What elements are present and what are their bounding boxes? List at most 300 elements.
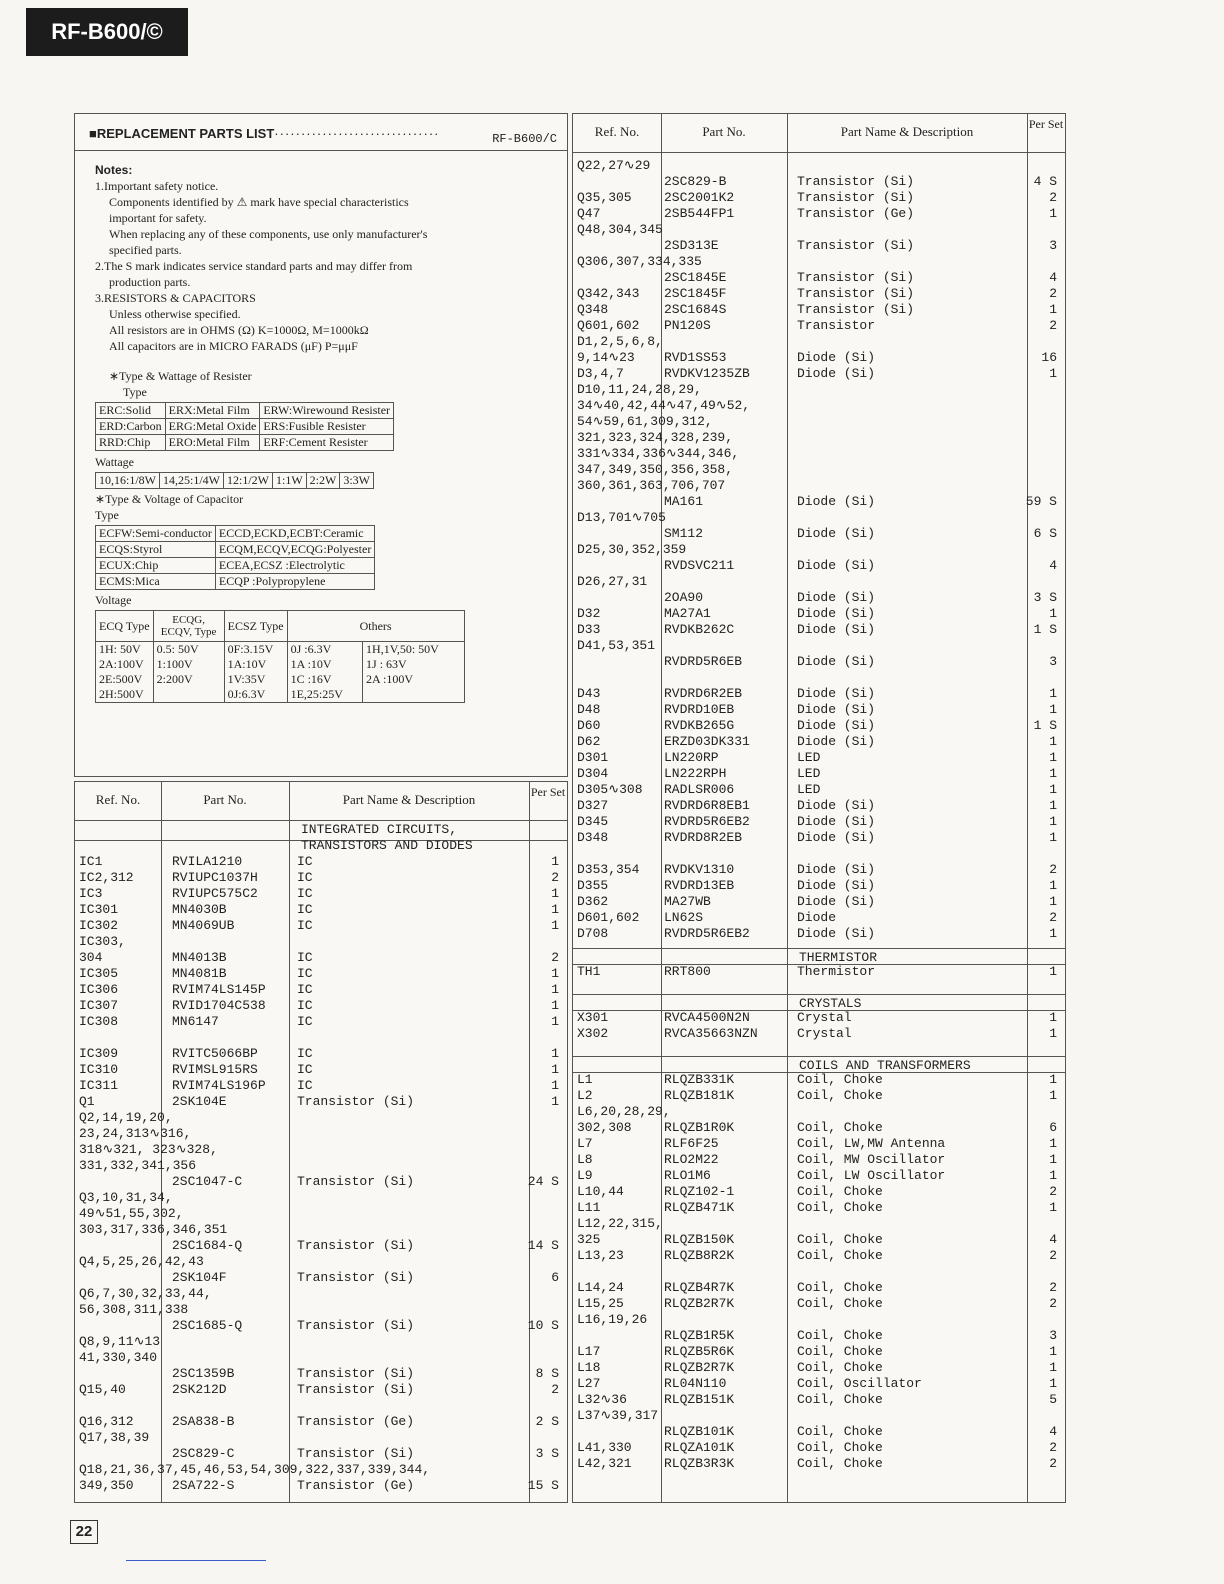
voltage-value: 2A :100V [366, 672, 414, 686]
table-row [573, 222, 1065, 238]
ref-no: L11 [577, 1200, 601, 1215]
per-set: 2 [1049, 1280, 1057, 1295]
voltage-value: 0J:6.3V [227, 687, 266, 701]
part-no: RVDRD10EB [664, 702, 735, 717]
part-description: Diode (Si) [797, 718, 876, 733]
table-row [573, 830, 1065, 846]
right-parts-table [572, 113, 1066, 1503]
part-description: Crystal [797, 1010, 852, 1025]
col-per-header: Per Set [1028, 117, 1064, 131]
part-description: Coil, Choke [797, 1424, 883, 1439]
part-description: Diode (Si) [797, 526, 876, 541]
table-row [573, 1026, 1065, 1042]
part-description: Transistor (Si) [297, 1446, 415, 1461]
capacitor-type-cell: ECEA,ECSZ :Electrolytic [215, 558, 374, 574]
part-description: IC [297, 1062, 313, 1077]
table-row [573, 190, 1065, 206]
table-row [573, 638, 1065, 654]
part-description: Coil, Choke [797, 1248, 883, 1263]
wattage-cell: 14,25:1/4W [160, 473, 224, 489]
per-set: 1 [1049, 964, 1057, 979]
part-no: 2SC829-C [172, 1446, 235, 1461]
ref-no: L12,22,315, [577, 1216, 663, 1231]
voltage-value: 1E,25:25V [290, 687, 343, 701]
table-row [75, 1206, 567, 1222]
part-description: IC [297, 1078, 313, 1093]
part-no: RVDRD6R2EB [664, 686, 743, 701]
table-row [573, 158, 1065, 174]
ref-no: IC3 [79, 886, 103, 901]
ref-no: L41,330 [577, 1440, 632, 1455]
table-row [75, 1270, 567, 1286]
ref-no: L13,23 [577, 1248, 624, 1263]
part-description: Coil, Choke [797, 1360, 883, 1375]
ref-no: D353,354 [577, 862, 640, 877]
table-row [573, 366, 1065, 382]
part-description: Transistor (Ge) [297, 1478, 415, 1493]
table-row [573, 350, 1065, 366]
ref-no: L42,321 [577, 1456, 632, 1471]
per-set: 1 [1049, 766, 1057, 781]
ref-no: D33 [577, 622, 601, 637]
part-no: 2SA722-S [172, 1478, 235, 1493]
table-row [75, 886, 567, 902]
table-row [573, 766, 1065, 782]
capacitor-type-cell: ECQP :Polypropylene [215, 574, 374, 590]
note-line: Unless otherwise specified. [109, 307, 241, 321]
ref-no: D362 [577, 894, 609, 909]
per-set: 1 [1049, 878, 1057, 893]
part-description: Transistor (Si) [297, 1174, 415, 1189]
per-set: 2 [1049, 318, 1057, 333]
per-set: 10 S [527, 1318, 559, 1333]
part-no: RLQZB5R6K [664, 1344, 735, 1359]
voltage-value: 2H:500V [99, 687, 144, 701]
table-row [573, 414, 1065, 430]
part-no: SM112 [664, 526, 704, 541]
ref-no: Q6,7,30,32,33,44, [79, 1286, 212, 1301]
part-no: MN6147 [172, 1014, 219, 1029]
per-set: 16 [1041, 350, 1057, 365]
table-row [573, 670, 1065, 686]
notes-panel [74, 113, 568, 777]
per-set: 2 [1049, 910, 1057, 925]
per-set: 4 [1049, 1232, 1057, 1247]
table-row [573, 1376, 1065, 1392]
table-row [573, 174, 1065, 190]
ref-no: D32 [577, 606, 601, 621]
part-description: Transistor (Si) [797, 286, 915, 301]
table-row [75, 1334, 567, 1350]
wattage-label: Wattage [95, 455, 135, 469]
section-heading: COILS AND TRANSFORMERS [799, 1058, 971, 1073]
ref-no: Q35,305 [577, 190, 632, 205]
table-row [573, 1120, 1065, 1136]
ref-no: D3,4,7 [577, 366, 624, 381]
resistor-type-cell: ERF:Cement Resister [260, 435, 394, 451]
table-row [573, 964, 1065, 980]
table-row [75, 1062, 567, 1078]
resistor-type-cell: ERG:Metal Oxide [165, 419, 260, 435]
ref-no: 9,14∿23 [577, 350, 635, 365]
ref-no: TH1 [577, 964, 601, 979]
part-no: RVIMSL915RS [172, 1062, 258, 1077]
col-part-header: Part No. [702, 124, 746, 139]
part-no: RVDRD5R6EB2 [664, 814, 750, 829]
ref-no: 318∿321, 323∿328, [79, 1142, 218, 1157]
table-row [75, 1238, 567, 1254]
per-set: 2 [1049, 862, 1057, 877]
table-row [573, 1248, 1065, 1264]
part-description: LED [797, 750, 821, 765]
per-set: 1 [1049, 1088, 1057, 1103]
ref-no: 303,317,336,346,351 [79, 1222, 228, 1237]
part-no: MN4069UB [172, 918, 235, 933]
part-no: RLF6F25 [664, 1136, 719, 1151]
note-line: When replacing any of these components, use only manufacturer's [109, 227, 428, 241]
per-set: 2 [1049, 1456, 1057, 1471]
table-row [75, 1014, 567, 1030]
part-no: RVDKV1235ZB [664, 366, 750, 381]
per-set: 1 [1049, 1026, 1057, 1041]
per-set: 3 [1049, 1328, 1057, 1343]
part-no: RLQZB101K [664, 1424, 735, 1439]
ref-no: D41,53,351 [577, 638, 656, 653]
per-set: 1 [551, 1094, 559, 1109]
per-set: 3 S [535, 1446, 559, 1461]
part-no: MA27A1 [664, 606, 711, 621]
per-set: 2 [551, 950, 559, 965]
part-no: MA161 [664, 494, 704, 509]
part-description: Transistor (Si) [797, 238, 915, 253]
per-set: 2 [551, 1382, 559, 1397]
voltage-value: 2E:500V [99, 672, 143, 686]
table-row [573, 702, 1065, 718]
part-description: Diode (Si) [797, 590, 876, 605]
part-description: Transistor (Si) [797, 270, 915, 285]
part-no: 2SB544FP1 [664, 206, 735, 221]
part-description: Diode (Si) [797, 350, 876, 365]
capacitor-type-table [95, 525, 375, 590]
table-row [573, 1184, 1065, 1200]
voltage-value: 1H: 50V [99, 642, 141, 656]
table-row [573, 494, 1065, 510]
ref-no: L10,44 [577, 1184, 624, 1199]
wattage-cell: 3:3W [340, 473, 374, 489]
capacitor-type-title: ∗Type & Voltage of Capacitor [95, 492, 244, 506]
ref-no: L6,20,28,29, [577, 1104, 671, 1119]
ref-no: IC301 [79, 902, 119, 917]
part-description: Diode (Si) [797, 878, 876, 893]
part-description: Coil, Choke [797, 1344, 883, 1359]
table-row [75, 1190, 567, 1206]
part-description: Diode (Si) [797, 558, 876, 573]
ref-no: L37∿39,317 [577, 1408, 659, 1423]
resistor-type-cell: ERO:Metal Film [165, 435, 260, 451]
ref-no: IC1 [79, 854, 103, 869]
left-parts-table [74, 781, 568, 1503]
part-no: RVDRD6R8EB1 [664, 798, 750, 813]
ref-no: IC307 [79, 998, 119, 1013]
ref-no: IC2,312 [79, 870, 134, 885]
per-set: 1 [1049, 894, 1057, 909]
part-description: Diode (Si) [797, 734, 876, 749]
ref-no: IC303, [79, 934, 126, 949]
part-no: 2SC1845F [664, 286, 727, 301]
part-description: Coil, LW,MW Antenna [797, 1136, 946, 1151]
ref-no: Q2,14,19,20, [79, 1110, 173, 1125]
table-row [573, 286, 1065, 302]
capacitor-type-cell: ECFW:Semi-conductor [96, 526, 216, 542]
part-no: 2SD313E [664, 238, 719, 253]
ref-no: IC309 [79, 1046, 119, 1061]
note-line: production parts. [109, 275, 191, 289]
ref-no: Q22,27∿29 [577, 158, 651, 173]
col-ref-header: Ref. No. [594, 124, 640, 139]
ref-no: Q8,9,11∿13 [79, 1334, 161, 1349]
per-set: 1 S [1033, 718, 1057, 733]
part-no: 2SK104E [172, 1094, 227, 1109]
ref-no: IC305 [79, 966, 119, 981]
capacitor-type-cell: ECUX:Chip [96, 558, 216, 574]
table-row [573, 318, 1065, 334]
table-row [573, 606, 1065, 622]
ref-no: 347,349,350,356,358, [577, 462, 734, 477]
part-description: IC [297, 982, 313, 997]
ref-no: 304 [79, 950, 103, 965]
table-row [573, 622, 1065, 638]
ref-no: 349,350 [79, 1478, 134, 1493]
part-no: RVDRD5R6EB [664, 654, 743, 669]
part-no: 2SC1047-C [172, 1174, 243, 1189]
table-row [573, 206, 1065, 222]
ref-no: IC310 [79, 1062, 119, 1077]
part-no: MN4030B [172, 902, 227, 917]
part-description: IC [297, 854, 313, 869]
part-no: LN220RP [664, 750, 719, 765]
ref-no: 23,24,313∿316, [79, 1126, 192, 1141]
per-set: 1 [551, 1062, 559, 1077]
part-no: RVID1704C538 [172, 998, 266, 1013]
part-no: MN4081B [172, 966, 227, 981]
ref-no: Q3,10,31,34, [79, 1190, 173, 1205]
part-no: RVD1SS53 [664, 350, 727, 365]
part-description: Coil, Choke [797, 1280, 883, 1295]
wattage-cell: 2:2W [306, 473, 340, 489]
part-description: Coil, Choke [797, 1184, 883, 1199]
part-no: PN120S [664, 318, 711, 333]
table-row [75, 1174, 567, 1190]
per-set: 1 [551, 854, 559, 869]
part-description: Coil, Choke [797, 1440, 883, 1455]
table-row [573, 926, 1065, 942]
table-row [75, 1414, 567, 1430]
section-heading: THERMISTOR [799, 950, 878, 965]
part-no: RADLSR006 [664, 782, 735, 797]
left-table-header [75, 782, 567, 821]
voltage-value: 0.5: 50V [156, 642, 199, 656]
col-ref-header: Ref. No. [95, 792, 141, 807]
table-row [573, 1312, 1065, 1328]
ref-no: D60 [577, 718, 601, 733]
part-description: Transistor (Si) [297, 1318, 415, 1333]
ref-no: D26,27,31 [577, 574, 648, 589]
ref-no: Q4,5,25,26,42,43 [79, 1254, 204, 1269]
ref-no: D348 [577, 830, 609, 845]
ref-no: D25,30,352,359 [577, 542, 687, 557]
ref-no: X301 [577, 1010, 609, 1025]
per-set: 5 [1049, 1392, 1057, 1407]
ref-no: 302,308 [577, 1120, 632, 1135]
table-row [573, 430, 1065, 446]
table-row [75, 1382, 567, 1398]
part-description: Diode (Si) [797, 702, 876, 717]
per-set: 1 [1049, 1010, 1057, 1025]
part-description: Thermistor [797, 964, 876, 979]
table-row [573, 910, 1065, 926]
voltage-value: 1A :10V [290, 657, 332, 671]
table-row [75, 1126, 567, 1142]
ref-no: Q18,21,36,37,45,46,53,54,309,322,337,339,344, [79, 1462, 431, 1477]
ref-no: L2 [577, 1088, 593, 1103]
table-row [573, 1010, 1065, 1026]
per-set: 15 S [527, 1478, 559, 1493]
part-no: RVCA4500N2N [664, 1010, 750, 1025]
per-set: 1 [1049, 734, 1057, 749]
note-line: 1.Important safety notice. [95, 179, 219, 193]
ref-no: L8 [577, 1152, 593, 1167]
resistor-type-cell: ERS:Fusible Resister [260, 419, 394, 435]
ref-no: Q348 [577, 302, 609, 317]
per-set: 1 [551, 982, 559, 997]
part-description: Transistor [797, 318, 876, 333]
model-header-tab: RF-B600/© [26, 8, 188, 56]
note-line: 2.The S mark indicates service standard parts and may differ from [95, 259, 413, 273]
ref-no: Q17,38,39 [79, 1430, 150, 1445]
per-set: 1 [1049, 926, 1057, 941]
table-row [573, 1440, 1065, 1456]
ref-no: IC311 [79, 1078, 119, 1093]
part-description: IC [297, 1014, 313, 1029]
part-no: RVDRD5R6EB2 [664, 926, 750, 941]
ref-no: D601,602 [577, 910, 640, 925]
capacitor-type-cell: ECQS:Styrol [96, 542, 216, 558]
ref-no: L1 [577, 1072, 593, 1087]
notes-body [95, 162, 555, 703]
part-description: LED [797, 782, 821, 797]
part-no: RLQZ102-1 [664, 1184, 735, 1199]
table-row [573, 238, 1065, 254]
resistor-type-cell: RRD:Chip [96, 435, 166, 451]
per-set: 8 S [535, 1366, 559, 1381]
part-description: Transistor (Si) [297, 1270, 415, 1285]
notes-model-label: RF-B600/C [492, 132, 557, 146]
per-set: 1 [1049, 206, 1057, 221]
part-description: Coil, LW Oscillator [797, 1168, 946, 1183]
table-row [573, 654, 1065, 670]
part-no: 2SC1684-Q [172, 1238, 243, 1253]
resistor-type-cell: ERD:Carbon [96, 419, 166, 435]
part-description: Diode (Si) [797, 654, 876, 669]
table-row [573, 798, 1065, 814]
part-description: Coil, Choke [797, 1296, 883, 1311]
table-row [75, 1302, 567, 1318]
per-set: 2 [551, 870, 559, 885]
section-heading: CRYSTALS [799, 996, 862, 1011]
part-no: RLO1M6 [664, 1168, 711, 1183]
voltage-value: 1A:10V [227, 657, 267, 671]
table-row [75, 1094, 567, 1110]
table-row [573, 270, 1065, 286]
part-no: 2SC1359B [172, 1366, 235, 1381]
per-set: 2 S [535, 1414, 559, 1429]
per-set: 59 S [1025, 494, 1057, 509]
ref-no: D355 [577, 878, 609, 893]
ref-no: 34∿40,42,44∿47,49∿52, [577, 398, 751, 413]
capacitor-type-cell: ECMS:Mica [96, 574, 216, 590]
ref-no: IC306 [79, 982, 119, 997]
part-no: RRT800 [664, 964, 711, 979]
part-description: IC [297, 998, 313, 1013]
table-row [573, 846, 1065, 862]
voltage-value [366, 687, 461, 702]
part-description: Coil, Choke [797, 1200, 883, 1215]
ref-no: D327 [577, 798, 609, 813]
per-set: 1 [1049, 814, 1057, 829]
table-row [573, 446, 1065, 462]
table-row [75, 1110, 567, 1126]
per-set: 3 S [1033, 590, 1057, 605]
part-no: MA27WB [664, 894, 711, 909]
section-heading: INTEGRATED CIRCUITS, TRANSISTORS AND DIODES [301, 822, 473, 853]
part-no: ERZD03DK331 [664, 734, 750, 749]
per-set: 1 [551, 918, 559, 933]
table-row [75, 1254, 567, 1270]
ref-no: D345 [577, 814, 609, 829]
part-description: Transistor (Si) [297, 1238, 415, 1253]
part-description: Diode (Si) [797, 622, 876, 637]
resistor-type-title: ∗Type & Wattage of Resister [109, 369, 252, 383]
note-line: specified parts. [109, 243, 182, 257]
per-set: 1 [1049, 750, 1057, 765]
table-row [573, 254, 1065, 270]
per-set: 1 [1049, 1344, 1057, 1359]
ref-no: D301 [577, 750, 609, 765]
ref-no: 54∿59,61,309,312, [577, 414, 713, 429]
col-part-header: Part No. [203, 792, 247, 807]
part-description: Diode (Si) [797, 686, 876, 701]
table-row [573, 1344, 1065, 1360]
ref-no: L14,24 [577, 1280, 624, 1295]
table-row [75, 934, 567, 950]
capacitor-type-cell: ECCD,ECKD,ECBT:Ceramic [215, 526, 374, 542]
part-no: RVILA1210 [172, 854, 243, 869]
table-row [75, 870, 567, 886]
part-no: RLQZB331K [664, 1072, 735, 1087]
ref-no: L27 [577, 1376, 601, 1391]
part-description: Diode (Si) [797, 606, 876, 621]
table-row [75, 1478, 567, 1494]
part-description: IC [297, 918, 313, 933]
per-set: 1 [551, 902, 559, 917]
per-set: 6 S [1033, 526, 1057, 541]
part-description: Coil, Choke [797, 1328, 883, 1343]
resistor-type-cell: ERW:Wirewound Resister [260, 403, 394, 419]
page-number: 22 [70, 1520, 98, 1544]
ref-no: Q601,602 [577, 318, 640, 333]
table-row [75, 1030, 567, 1046]
part-description: Coil, Choke [797, 1456, 883, 1471]
